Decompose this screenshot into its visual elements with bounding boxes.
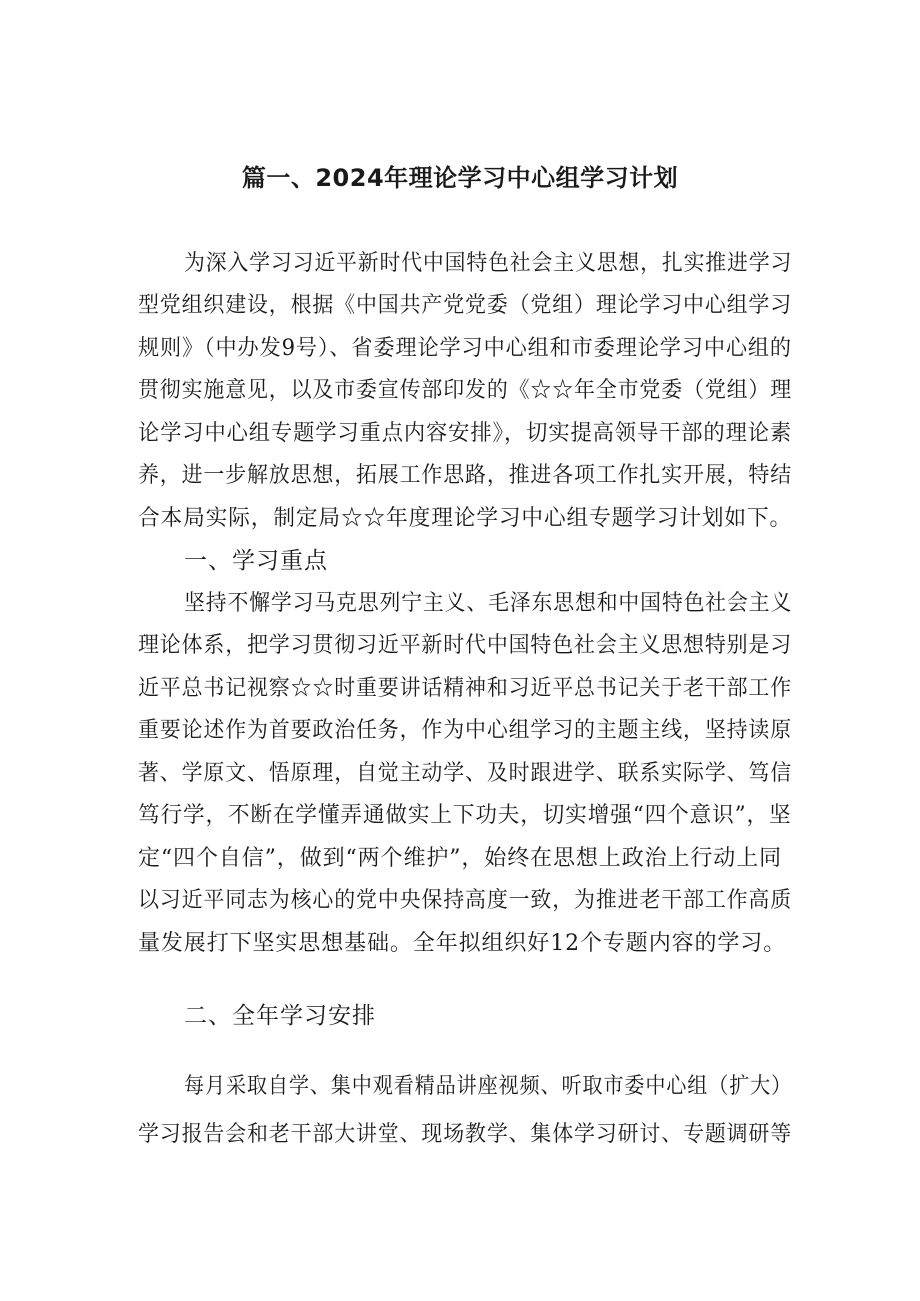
section1-line-1: 坚持不懈学习马克思列宁主义、毛泽东思想和中国特色社会主义	[184, 591, 793, 616]
section1-line-6: 笃行学，不断在学懂弄通做实上下功夫，切实增强“四个意识”，坚	[138, 803, 792, 828]
section1-line-3: 近平总书记视察☆☆时重要讲话精神和习近平总书记关于老干部工作	[138, 676, 793, 701]
intro-line-4: 贯彻实施意见，以及市委宣传部印发的《☆☆年全市党委（党组）理	[138, 378, 793, 403]
section1-line-9: 量发展打下坚实思想基础。全年拟组织好12个专题内容的学习。	[138, 931, 787, 956]
intro-line-1: 为深入学习习近平新时代中国特色社会主义思想，扎实推进学习	[184, 251, 793, 276]
intro-line-7: 合本局实际，制定局☆☆年度理论学习中心组专题学习计划如下。	[138, 506, 793, 531]
intro-line-6: 养，进一步解放思想，拓展工作思路，推进各项工作扎实开展，特结	[138, 463, 793, 488]
section1-line-2: 理论体系，把学习贯彻习近平新时代中国特色社会主义思想特别是习	[138, 633, 793, 658]
section2-line-1: 每月采取自学、集中观看精品讲座视频、听取市委中心组（扩大）	[184, 1074, 793, 1099]
intro-line-5: 论学习中心组专题学习重点内容安排》，切实提高领导干部的理论素	[138, 421, 793, 446]
section1-line-4: 重要论述作为首要政治任务，作为中心组学习的主题主线，坚持读原	[138, 718, 793, 743]
section-heading-annual-schedule: 二、全年学习安排	[184, 1003, 376, 1029]
section-heading-study-focus: 一、学习重点	[184, 548, 328, 574]
section1-line-7: 定“四个自信”，做到“两个维护”，始终在思想上政治上行动上同	[138, 846, 782, 871]
section1-line-5: 著、学原文、悟原理，自觉主动学、及时跟进学、联系实际学、笃信	[138, 761, 793, 786]
intro-line-3: 规则》（中办发9号）、省委理论学习中心组和市委理论学习中心组的	[138, 336, 792, 361]
intro-line-2: 型党组织建设，根据《中国共产党党委（党组）理论学习中心组学习	[138, 293, 793, 318]
document-title: 篇一、2024年理论学习中心组学习计划	[241, 164, 679, 192]
section2-line-2: 学习报告会和老干部大讲堂、现场教学、集体学习研讨、专题调研等	[138, 1122, 793, 1147]
section1-line-8: 以习近平同志为核心的党中央保持高度一致，为推进老干部工作高质	[138, 888, 793, 913]
